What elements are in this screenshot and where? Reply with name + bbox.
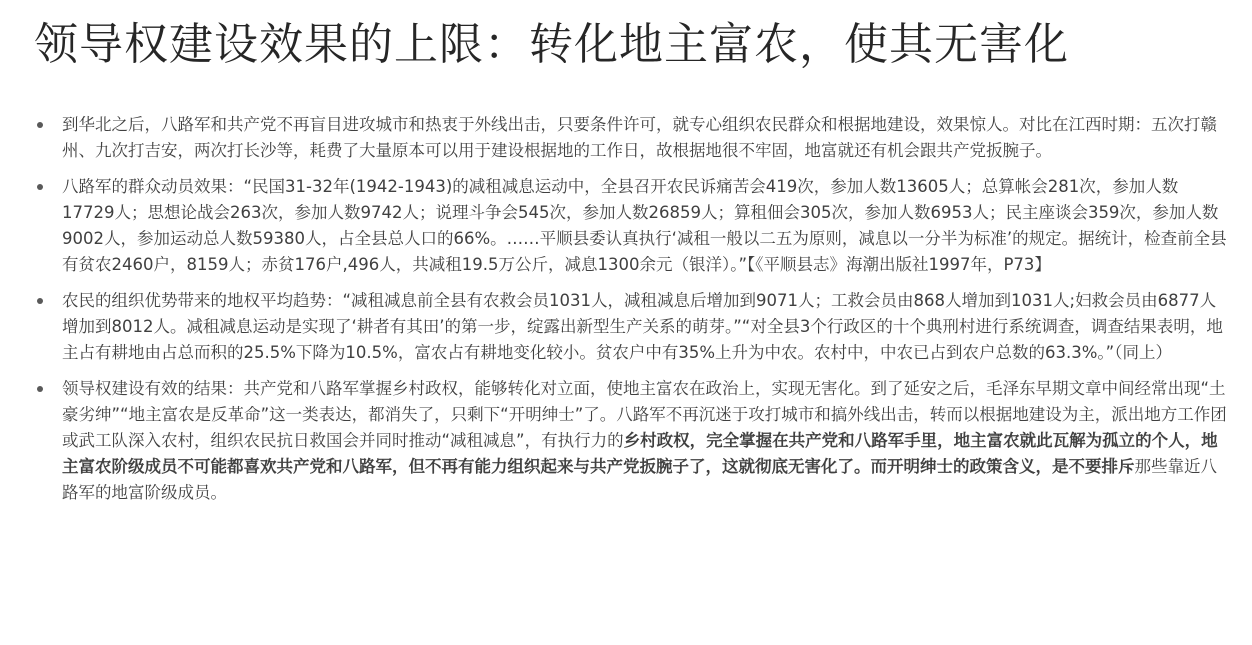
bullet-text: 农民的组织优势带来的地权平均趋势：“减租减息前全县有农救会员1031人，减租减息后增加到9071人；工救会员由868人增加到1031人;妇救会员由6877人增加到8012人。减租减息运动是实现了‘耕者有其田’的第一步，绽露出新型生产关系的萌芽。”“对全县3个行政区的十个典刑村进行系统调查，调查结果表明，地主占有耕地由占总而积的25.5%下降为10.5%，富农占有耕地变化较小。贫农户中有35%上升为中农。农村中，中农已占到农户总数的63.3%。”（同上） xyxy=(62,291,1223,362)
bullet-dot-icon xyxy=(37,122,43,128)
bullet-text: 八路军的群众动员效果：“民国31-32年(1942-1943)的减租减息运动中，全县召开农民诉痛苦会419次，参加人数13605人；总算帐会281次，参加人数17729人；思想论战会263次，参加人数9742人；说理斗争会545次，参加人数26859人；算租佃会305次，参加人数6953人；民主座谈会359次，参加人数9002人，参加运动总人数59380人，占全县总人口的66%。……平顺县委认真执行‘减租一般以二五为原则，减息以一分半为标准’的规定。据统计，检查前全县有贫农2460户，8159人；赤贫176户,496人，共减租19.5万公斤，减息1300余元（银洋）。”【《平顺县志》海潮出版社1997年，P73】 xyxy=(62,177,1227,274)
bullet-list xyxy=(34,112,1230,516)
slide-title: 领导权建设效果的上限：转化地主富农，使其无害化 xyxy=(34,19,1069,70)
bullet-text-before: 领导权建设有效的结果：共产党和八路军掌握乡村政权，能够转化对立面，使地主富农在政治上，实现无害化。到了延安之后，毛泽东早期文章中间经常出现“土豪劣绅”“地主富农是反革命”这一类表达，都消失了，只剩下“开明绅士”了。八路军不再沉迷于攻打城市和搞外线出击，转而以根据地建设为主，派出地方工作团或武工队深入农村，组织农民抗日救国会并同时推动“减租减息”，有执行力的 xyxy=(62,379,1227,450)
bullet-dot-icon xyxy=(37,298,43,304)
bullet-dot-icon xyxy=(37,184,43,190)
bullet-item-4 xyxy=(34,376,1230,506)
bullet-text-after: 那些靠近八路军的地富阶级成员。 xyxy=(62,457,1217,502)
bullet-item-3 xyxy=(34,288,1230,366)
bullet-item-1 xyxy=(34,112,1230,164)
bullet-dot-icon xyxy=(37,386,43,392)
bullet-text-bold: 乡村政权，完全掌握在共产党和八路军手里，地主富农就此瓦解为孤立的个人，地主富农阶级成员不可能都喜欢共产党和八路军，但不再有能力组织起来与共产党扳腕子了，这就彻底无害化了。而开明绅士的政策含义，是不要排斥 xyxy=(62,431,1218,476)
bullet-item-2 xyxy=(34,174,1230,278)
bullet-text: 到华北之后，八路军和共产党不再盲目进攻城市和热衷于外线出击，只要条件许可，就专心组织农民群众和根据地建设，效果惊人。对比在江西时期：五次打赣州、九次打吉安，两次打长沙等，耗费了大量原本可以用于建设根据地的工作日，故根据地很不牢固，地富就还有机会跟共产党扳腕子。 xyxy=(62,115,1217,160)
